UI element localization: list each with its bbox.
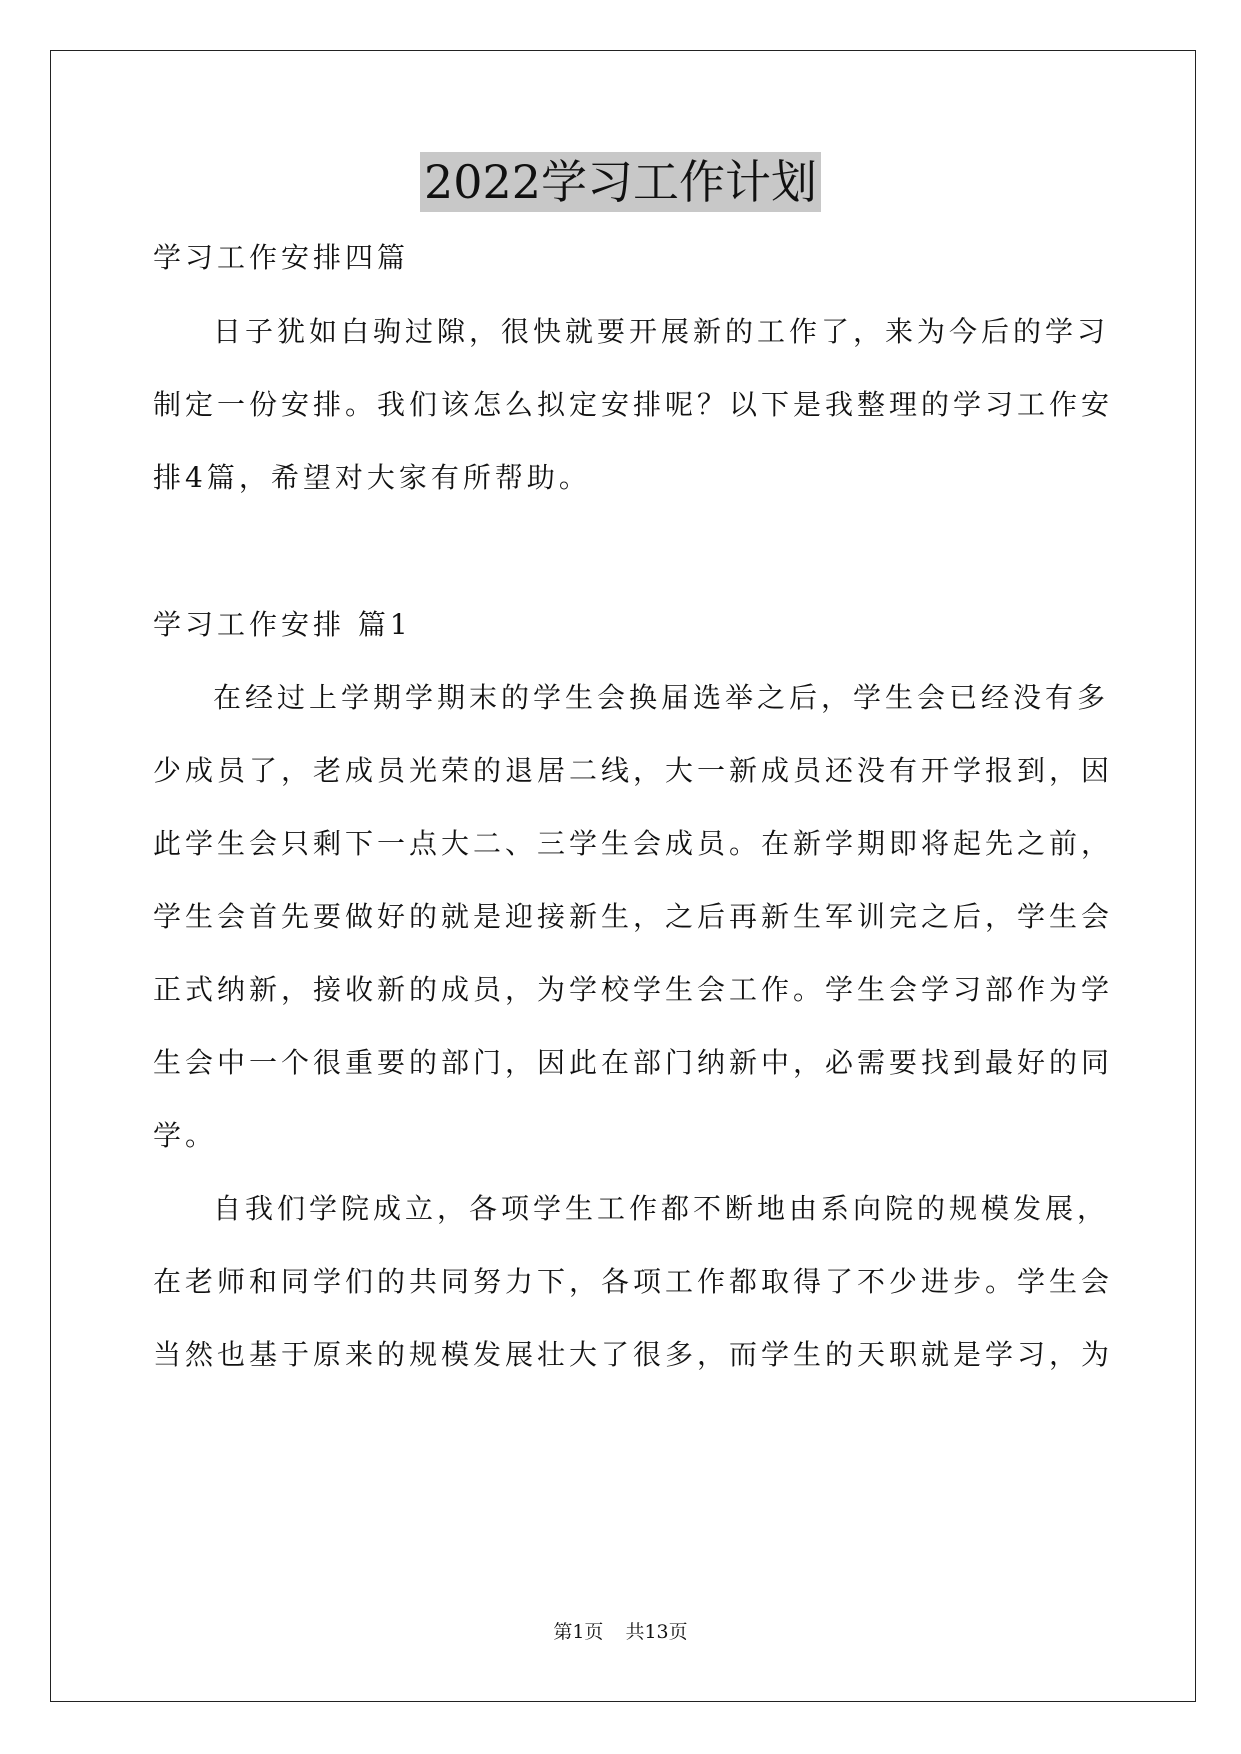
paragraph-line: 学生会首先要做好的就是迎接新生，之后再新生军训完之后，学生会 xyxy=(153,900,1114,933)
paragraph-line: 在老师和同学们的共同努力下，各项工作都取得了不少进步。学生会 xyxy=(153,1265,1114,1298)
document-title: 2022学习工作计划 xyxy=(420,152,821,212)
page-footer xyxy=(0,1620,1241,1644)
paragraph-line: 学。 xyxy=(153,1119,218,1152)
paragraph-line: 日子犹如白驹过隙，很快就要开展新的工作了，来为今后的学习 xyxy=(213,315,1110,348)
paragraph-line: 自我们学院成立，各项学生工作都不断地由系向院的规模发展， xyxy=(213,1192,1110,1225)
paragraph-line: 制定一份安排。我们该怎么拟定安排呢？以下是我整理的学习工作安 xyxy=(153,388,1114,421)
title-wrap xyxy=(0,152,1241,212)
paragraph-line: 生会中一个很重要的部门，因此在部门纳新中，必需要找到最好的同 xyxy=(153,1046,1114,1079)
paragraph-line: 少成员了，老成员光荣的退居二线，大一新成员还没有开学报到，因 xyxy=(153,754,1114,787)
paragraph-line: 当然也基于原来的规模发展壮大了很多，而学生的天职就是学习，为 xyxy=(153,1338,1114,1371)
page-total: 共13页 xyxy=(625,1621,688,1643)
paragraph-line: 在经过上学期学期末的学生会换届选举之后，学生会已经没有多 xyxy=(213,681,1110,714)
paragraph-line: 正式纳新，接收新的成员，为学校学生会工作。学生会学习部作为学 xyxy=(153,973,1114,1006)
section-heading: 学习工作安排四篇 xyxy=(153,241,410,274)
paragraph-line: 此学生会只剩下一点大二、三学生会成员。在新学期即将起先之前， xyxy=(153,827,1114,860)
paragraph-line: 排4篇，希望对大家有所帮助。 xyxy=(153,461,591,494)
page-number: 第1页 xyxy=(553,1621,604,1643)
section-heading: 学习工作安排 篇1 xyxy=(153,608,412,641)
